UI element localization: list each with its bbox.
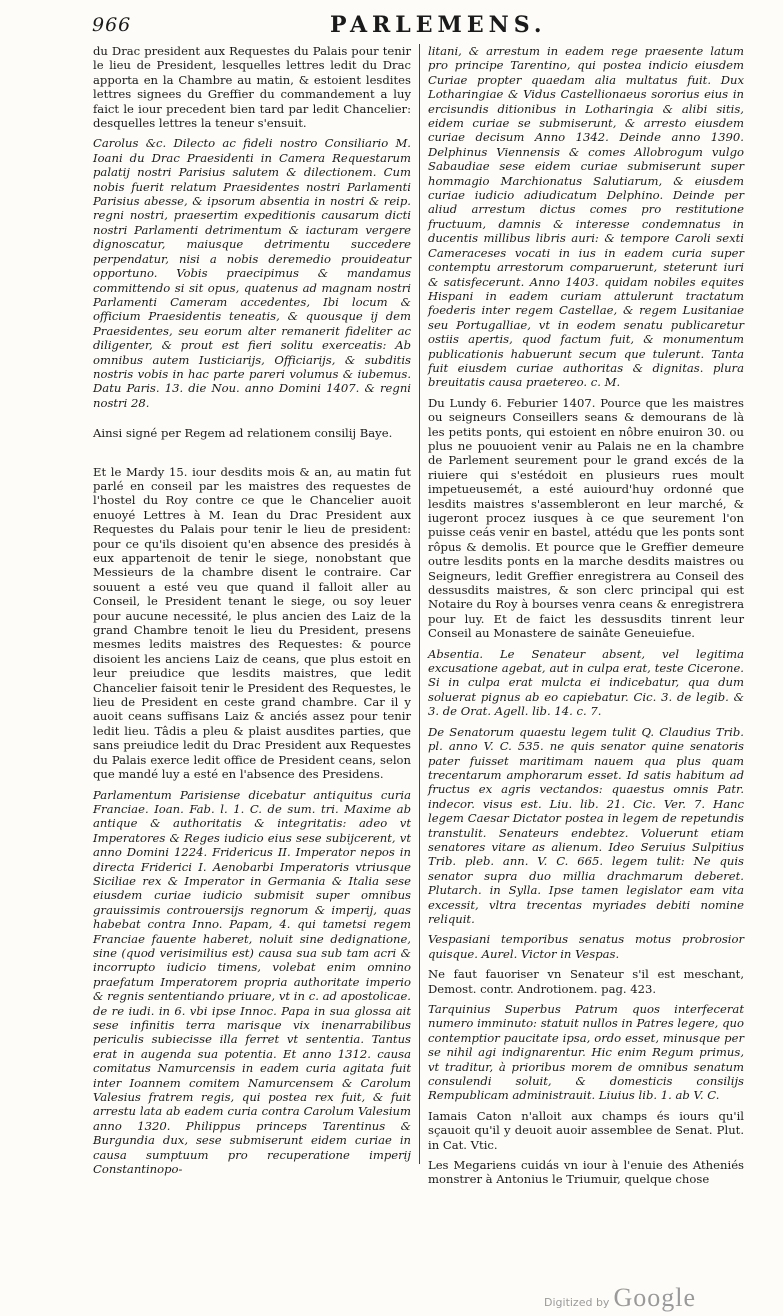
right-paragraph-tarquinius: Tarquinius Superbus Patrum quos interfecerat numero imminuto: statuit nullos in Patres legere, quo contemptior paucitate ipsa, ordo esset, minusque per se nihil agi indignarentur. Hic enim Regum primus, vt traditur, à prioribus morem de omnibus senatum consulendi soluit, & domesticis consilijs Rempublicam administrauit. Liuius lib. 1. ab V. C. xyxy=(428,1002,744,1103)
right-paragraph-senatorum: De Senatorum quaestu legem tulit Q. Claudius Trib. pl. anno V. C. 535. ne quis senator quine senatoris pater fuisset maritimam nauem qua plus quam trecentarum amphorarum esset. Id satis habitum ad fructus ex agris vectandos: quaestus omnis Patr. indecor. visus est. Liu. lib. 21. Cic. Ver. 7. Hanc legem Caesar Dictator postea in legem de repetundis transtulit. Senateurs endebtez. Voluerunt etiam senatores vitare as alienum. Ideo Seruius Sulpitius Trib. pleb. ann. V. C. 665. legem tulit: Ne quis senator supra duo millia drachmarum deberet. Plutarch. in Sylla. Ipse tamen legislator eam vita excessit, vltra trecentas myriades debiti nomine reliquit. xyxy=(428,724,744,926)
google-watermark xyxy=(544,1283,696,1313)
right-paragraph-latin: litani, & arrestum in eadem rege praesente latum pro principe Tarentino, qui postea indicio eiusdem Curiae propter quaedam alia multatus fuit. Dux Lotharingiae & Vidus Castellionaeus sororius eius in ercisundis ditionibus in Lotharingia & alibi sitis, eidem curiae se submiserunt, & arresto eiusdem curiae decisum Anno 1342. Deinde anno 1390. Delphinus Viennensis & comes Allobrogum vulgo Sabaudiae sese eidem curiae submiserunt super hommagio Marchionatus Salutiarum, & eiusdem curiae iudicio adiudicatum Delphino. Deinde per aliud arrestum dictus comes pro restitutione fructuum, damnis & interesse condemnatus in ducentis millibus libris auri: & tempore Caroli sexti Cameraceses vocati in ius in eadem curia super contemptu arrestorum comparuerunt, steterunt iuri & satisfecerunt. Anno 1403. quidam nobiles equites Hispani in eadem curiam attulerunt tractatum foederis inter regem Castellae, & regem Lusitaniae seu Portugalliae, vt in eodem senatu publicaretur ostiis apertis, quod factum fuit, & monumentum publicationis habuerunt secum que tulerunt. Tanta fuit eiusdem curiae authoritas & dignitas. plura breuitatis causa praetereo. c. M. xyxy=(428,44,744,390)
right-paragraph-vespasiani: Vespasiani temporibus senatus motus probrosior quisque. Aurel. Victor in Vespas. xyxy=(428,932,744,961)
right-paragraph-lundy: Du Lundy 6. Feburier 1407. Pource que les maistres ou seigneurs Conseillers seans & demourans de là les petits ponts, qui estoient en nôbre enuiron 30. ou plus ne pouuoient venir au Palais ne en la chambre de Parlement seurement pour le grand excés de la riuiere qui s'estédoit en plusieurs rues moult impetueusemét, a esté auiourd'huy ordonné que lesdits maistres s'assembleront en leur marché, & iugeront procez iusques à ce que seurement l'on puisse ceás venir en bastel, attédu que les ponts sont rôpus & demolis. Et pource que le Greffier demeure outre lesdits ponts en la marche desdits maistres ou Seigneurs, ledit Greffier enregistrera au Conseil des dessusdits maistres, & son clerc principal qui est Notaire du Roy à bourses venra ceans & enregistrera pour luy. Et de faict les dessusdits tinrent leur Conseil au Monastere de sainâte Geneuiefue. xyxy=(428,395,744,641)
right-column xyxy=(428,44,744,1193)
signature-line: Ainsi signé per Regem ad relationem consilij Baye. xyxy=(93,426,393,441)
page-number: 966 xyxy=(92,14,132,36)
right-paragraph-caton: Iamais Caton n'alloit aux champs és iours qu'il sçauoit qu'il y deuoit auoir assemblee de Senat. Plut. in Cat. Vtic. xyxy=(428,1108,744,1152)
left-paragraph-mardy: Et le Mardy 15. iour desdits mois & an, au matin fut parlé en conseil par les maistres des requestes de l'hostel du Roy contre ce que le Chancelier auoit enuoyé Lettres à M. Iean du Drac President aux Requestes du Palais pour tenir le lieu de president: pour ce qu'ils disoient qu'en absence des presidés à eux appartenoit de tenir le siege, nonobstant que Messieurs de la chambre disent le contraire. Car souuent a esté veu que quand il falloit aller au Conseil, le President tenant le siege, ou soy leuer pour aucune necessité, le plus ancien des Laiz de la grand Chambre tenoit le lieu du President, presens mesmes ledits maistres des Requestes: & pource disoient les anciens Laiz de ceans, que plus estoit en leur preiudice que lesdits maistres, que ledit Chancelier faisoit tenir le President des Requestes, le lieu de President en ceste grand chambre. Car il y auoit ceans suffisans Laiz & anciés assez pour tenir ledit lieu. Tâdis a pleu & plaist ausdites parties, que sans preiudice ledit du Drac President aux Requestes du Palais exerce ledit office de President ceans, selon que mandé luy a esté en l'absence des Presidens. xyxy=(93,464,411,782)
right-paragraph-demost: Ne faut fauoriser vn Senateur s'il est meschant, Demost. contr. Androtionem. pag. 423. xyxy=(428,967,744,996)
right-paragraph-absentia: Absentia. Le Senateur absent, vel legitima excusatione agebat, aut in culpa erat, teste Cicerone. Si in culpa erat mulcta ei indicebatur, qua dum soluerat pignus ab eo capiebatur. Cic. 3. de legib. & 3. de Orat. Agell. lib. 14. c. 7. xyxy=(428,646,744,719)
watermark-prefix: Digitized by xyxy=(544,1296,610,1309)
left-paragraph-parlamentum-latin: Parlamentum Parisiense dicebatur antiquitus curia Franciae. Ioan. Fab. l. 1. C. de sum. tri. Maxime ab antique & authoritatis & integritatis: adeo vt Imperatores & Reges iudicio eius sese subijcerent, vt anno Domini 1224. Fridericus II. Imperator nepos in directa Friderici I. Aenobarbi Imperatoris vtriusque Siciliae rex & Imperator in Germania & Italia sese eiusdem curiae iudicio submisit super omnibus grauissimis controuersijs regnorum & imperij, quas habebat contra Inno. Papam, 4. qui tametsi regem Franciae fauente haberet, noluit sine dedignatione, sine (quod verisimilius est) causa sua sub tam acri & incorrupto iudicio timens, volebat enim omnino praefatum Imperatorem propria authoritate imperio & regnis sententiando priuare, vt in c. ad apostolicae. de re iudi. in 6. vbi ipse Innoc. Papa in sua glossa ait sese infinitis terra marisque vix inenarrabilibus periculis subiecisse illa ferret vt sententia. Tantus erat in augenda sua potentia. Et anno 1312. causa comitatus Namurcensis in eadem curia agitata fuit inter Ioannem comitem Namurcensem & Carolum Valesius fratrem regis, qui postea rex fuit, & fuit arrestu lata ab eadem curia contra Carolum Valesium anno 1320. Philippus princeps Tarentinus & Burgundia dux, sese submiserunt eidem curiae in causa sumptuum pro recuperatione imperij Constantinopo- xyxy=(93,787,411,1177)
column-divider xyxy=(419,44,420,1164)
running-title: PARLEMENS. xyxy=(330,12,547,38)
left-column xyxy=(93,44,411,1182)
left-paragraph-1: du Drac president aux Requestes du Palais pour tenir le lieu de President, lesquelles lettres ledit du Drac apporta en la Chambre au matin, & estoient lesdites lettres signees du Greffier du commandement a luy faict le iour precedent bien tard par ledit Chancelier: desquelles lettres la teneur s'ensuit. xyxy=(93,44,411,131)
right-paragraph-megariens: Les Megariens cuidás vn iour à l'enuie des Atheniés monstrer à Antonius le Triumuir, quelque chose xyxy=(428,1158,744,1187)
google-logo: Google xyxy=(613,1283,696,1312)
royal-letter-latin: Carolus &c. Dilecto ac fideli nostro Consiliario M. Ioani du Drac Praesidenti in Camera Requestarum palatij nostri Parisius salutem & dilectionem. Cum nobis fuerit relatum Praesidentes nostri Parlamenti Parisius abesse, & ipsorum absentia in nostri & reip. regni nostri, praesertim expeditionis causarum dicti nostri Parlamenti detrimentum & iacturam vergere dignoscatur, maiusque detrimentu succedere perpendatur, nisi a nobis deremedio prouideatur opportuno. Vobis praecipimus & mandamus committendo si sit opus, quatenus ad magnam nostri Parlamenti Cameram accedentes, Ibi locum & officium Praesidentis teneatis, & quousque ij dem Praesidentes, seu eorum alter remanerit fideliter ac diligenter, & prout est fieri solitu exerceatis: Ab omnibus autem Iusticiarijs, Officiarijs, & subditis nostris vobis in hac parte pareri volumus & iubemus. Datu Paris. 13. die Nou. anno Domini 1407. & regni nostri 28. xyxy=(93,136,411,410)
